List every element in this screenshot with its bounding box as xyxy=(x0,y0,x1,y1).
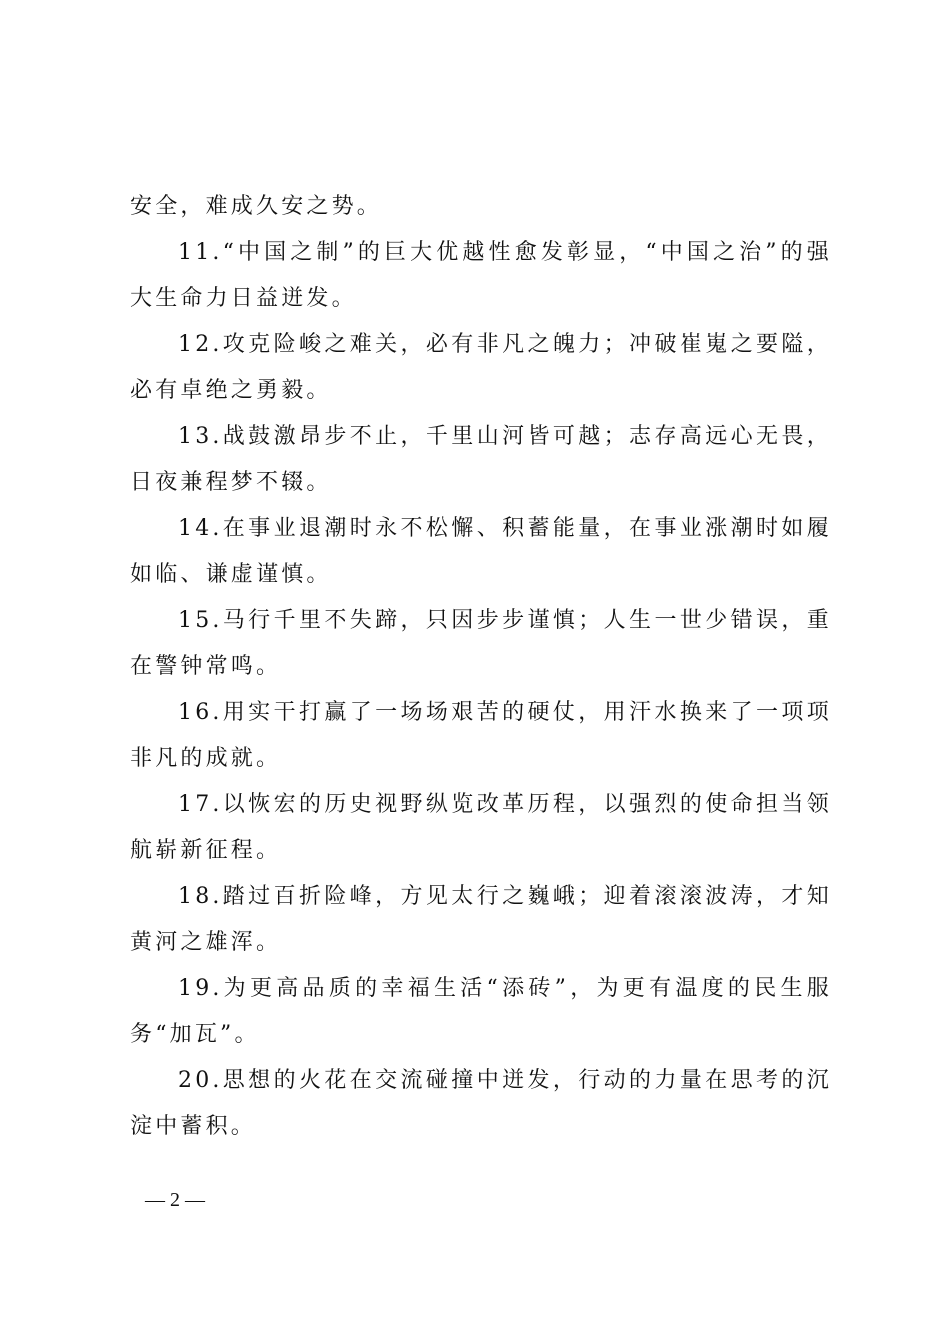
paragraph-item-12: 12.攻克险峻之难关，必有非凡之魄力；冲破崔嵬之要隘，必有卓绝之勇毅。 xyxy=(130,332,832,403)
paragraph-item-13: 13.战鼓激昂步不止，千里山河皆可越；志存高远心无畏，日夜兼程梦不辍。 xyxy=(130,424,832,495)
paragraph-item-17: 17.以恢宏的历史视野纵览改革历程，以强烈的使命担当领航崭新征程。 xyxy=(130,792,832,863)
paragraph-item-15: 15.马行千里不失蹄，只因步步谨慎；人生一世少错误，重在警钟常鸣。 xyxy=(130,608,832,679)
paragraph-item-18: 18.踏过百折险峰，方见太行之巍峨；迎着滚滚波涛，才知黄河之雄浑。 xyxy=(130,884,832,955)
paragraph-item-11: 11.“中国之制”的巨大优越性愈发彰显，“中国之治”的强大生命力日益迸发。 xyxy=(130,240,832,311)
paragraph-continuation: 安全，难成久安之势。 xyxy=(130,194,383,219)
paragraph-item-19: 19.为更高品质的幸福生活“添砖”，为更有温度的民生服务“加瓦”。 xyxy=(130,976,832,1047)
paragraph-item-14: 14.在事业退潮时永不松懈、积蓄能量，在事业涨潮时如履如临、谦虚谨慎。 xyxy=(130,516,832,587)
page-number: — 2 — xyxy=(145,1189,205,1211)
paragraph-item-16: 16.用实干打赢了一场场艰苦的硬仗，用汗水换来了一项项非凡的成就。 xyxy=(130,700,832,771)
paragraph-item-20: 20.思想的火花在交流碰撞中迸发，行动的力量在思考的沉淀中蓄积。 xyxy=(130,1068,832,1139)
document-body xyxy=(130,184,832,1150)
